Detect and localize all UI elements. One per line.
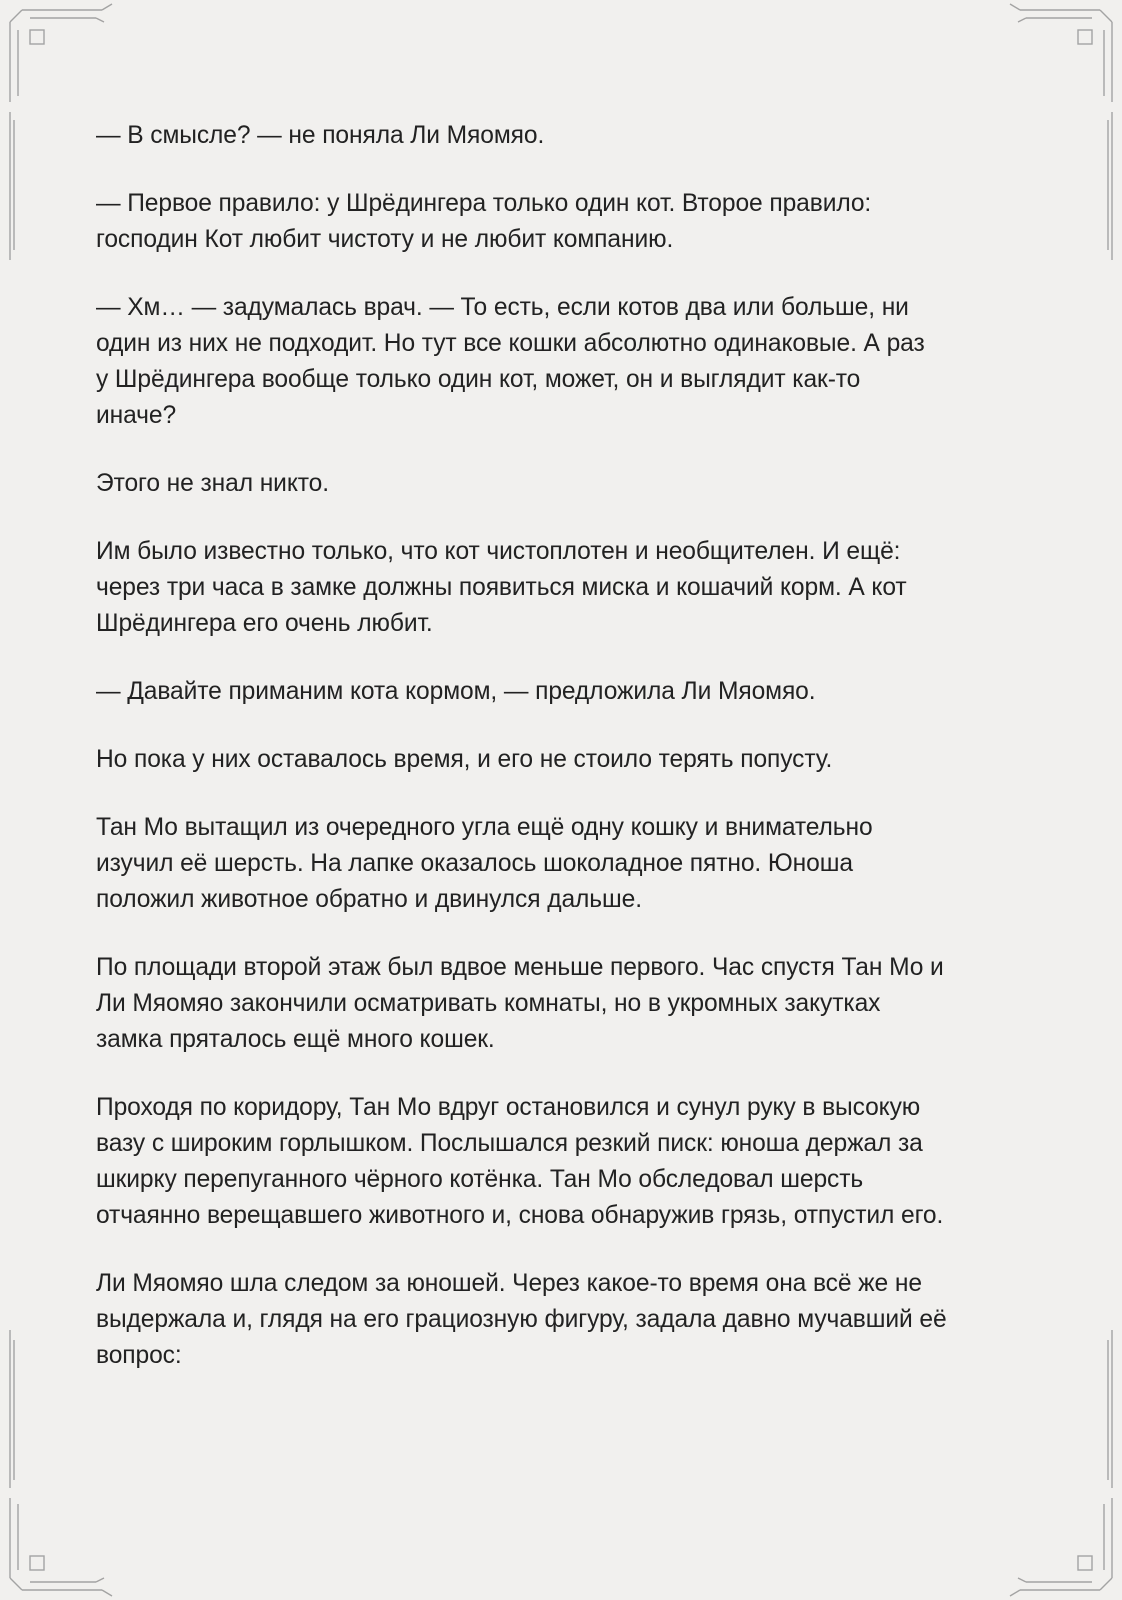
paragraph	[96, 1090, 1036, 1234]
text-line: у Шрёдингера вообще только один кот, может, он и выглядит как-то	[96, 366, 861, 393]
text-line: выдержала и, глядя на его грациозную фигуру, задала давно мучавший её	[96, 1306, 947, 1333]
paragraph	[96, 950, 1036, 1058]
text-line: иначе?	[96, 402, 177, 429]
text-line: замка пряталось ещё много кошек.	[96, 1026, 495, 1053]
paragraph	[96, 742, 1036, 778]
text-line: Этого не знал никто.	[96, 470, 329, 497]
text-line: Но пока у них оставалось время, и его не стоило терять попусту.	[96, 746, 833, 773]
text-line: шкирку перепуганного чёрного котёнка. Тан Мо обследовал шерсть	[96, 1166, 864, 1193]
text-line: вазу с широким горлышком. Послышался резкий писк: юноша держал за	[96, 1130, 923, 1157]
text-line: Шрёдингера его очень любит.	[96, 610, 433, 637]
paragraph	[96, 186, 1036, 258]
text-line: отчаянно верещавшего животного и, снова обнаружив грязь, отпустил его.	[96, 1202, 944, 1229]
paragraph	[96, 466, 1036, 502]
text-line: — Хм… — задумалась врач. — То есть, если котов два или больше, ни	[96, 294, 909, 321]
paragraph	[96, 534, 1036, 642]
text-line: — Давайте приманим кота кормом, — предложила Ли Мяомяо.	[96, 678, 816, 705]
paragraph	[96, 810, 1036, 918]
text-line: По площади второй этаж был вдвое меньше первого. Час спустя Тан Мо и	[96, 954, 944, 981]
text-line: изучил её шерсть. На лапке оказалось шоколадное пятно. Юноша	[96, 850, 853, 877]
text-line: — Первое правило: у Шрёдингера только один кот. Второе правило:	[96, 190, 872, 217]
text-line: господин Кот любит чистоту и не любит компанию.	[96, 226, 674, 253]
text-line: Им было известно только, что кот чистоплотен и необщителен. И ещё:	[96, 538, 901, 565]
text-line: Проходя по коридору, Тан Мо вдруг остановился и сунул руку в высокую	[96, 1094, 921, 1121]
paragraph	[96, 1266, 1036, 1374]
document-text-body	[96, 118, 1036, 1406]
text-line: через три часа в замке должны появиться миска и кошачий корм. А кот	[96, 574, 907, 601]
paragraph	[96, 290, 1036, 434]
text-line: Ли Мяомяо закончили осматривать комнаты, но в укромных закутках	[96, 990, 881, 1017]
paragraph	[96, 674, 1036, 710]
paragraph	[96, 118, 1036, 154]
text-line: Тан Мо вытащил из очередного угла ещё одну кошку и внимательно	[96, 814, 873, 841]
text-line: вопрос:	[96, 1342, 182, 1369]
text-line: один из них не подходит. Но тут все кошки абсолютно одинаковые. А раз	[96, 330, 925, 357]
text-line: Ли Мяомяо шла следом за юношей. Через какое-то время она всё же не	[96, 1270, 922, 1297]
text-line: — В смысле? — не поняла Ли Мяомяо.	[96, 122, 545, 149]
text-line: положил животное обратно и двинулся дальше.	[96, 886, 642, 913]
